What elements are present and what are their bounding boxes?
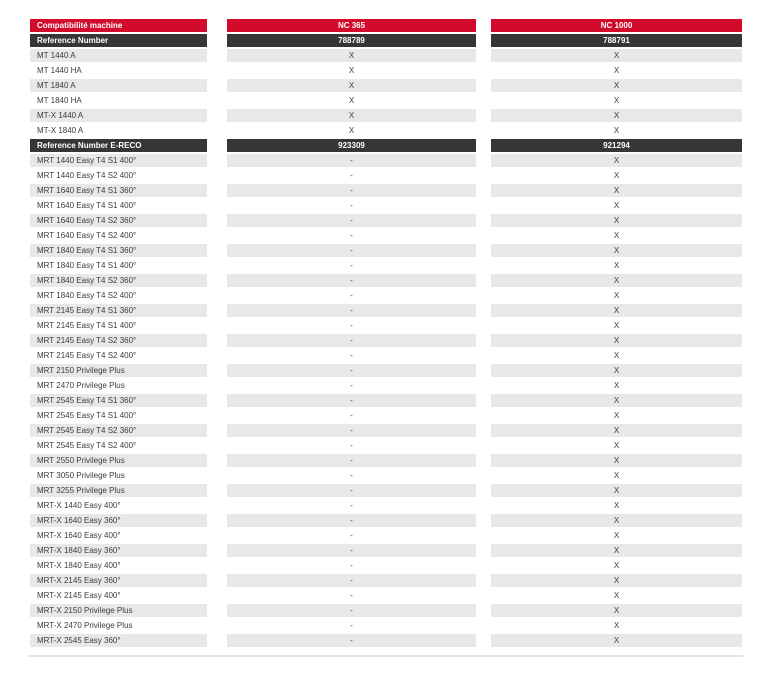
nc1000-value-cell: X	[613, 501, 620, 510]
table-row	[30, 469, 742, 482]
nc1000-value-cell: X	[613, 381, 620, 390]
nc365-value-cell: -	[227, 214, 476, 227]
nc365-value-cell: -	[227, 634, 476, 647]
nc365-value-cell: -	[350, 261, 353, 270]
table-row	[30, 394, 742, 407]
nc365-value-cell: -	[350, 291, 353, 300]
column-header-nc1000: NC 1000	[491, 19, 742, 32]
nc1000-value-cell: X	[613, 231, 620, 240]
table-row	[30, 319, 742, 332]
machine-name-cell: MRT-X 1640 Easy 400°	[37, 531, 121, 540]
machine-name-cell: MRT 2145 Easy T4 S2 400°	[37, 351, 137, 360]
nc365-value-cell: X	[348, 66, 355, 75]
machine-name-cell: MRT 2145 Easy T4 S1 400°	[37, 321, 137, 330]
nc365-value-cell: -	[227, 544, 476, 557]
nc1000-value-cell: X	[491, 154, 742, 167]
nc1000-value-cell: X	[491, 424, 742, 437]
table-row	[30, 229, 742, 242]
footer-divider	[28, 655, 743, 657]
nc365-value-cell: -	[227, 454, 476, 467]
machine-name-cell: MRT 2145 Easy T4 S2 360°	[30, 334, 207, 347]
nc1000-value-cell: X	[491, 109, 742, 122]
machine-name-cell: MRT 2545 Easy T4 S1 400°	[37, 411, 137, 420]
nc365-value-cell: X	[227, 79, 476, 92]
machine-name-cell: MRT 2545 Easy T4 S1 360°	[30, 394, 207, 407]
nc1000-value-cell: X	[613, 441, 620, 450]
machine-name-cell: MRT 1840 Easy T4 S1 400°	[37, 261, 137, 270]
table-header-row	[30, 19, 742, 32]
machine-name-cell: MRT-X 2470 Privilege Plus	[37, 621, 133, 630]
nc1000-value-cell: X	[491, 574, 742, 587]
nc1000-value-cell: X	[613, 291, 620, 300]
nc365-value-cell: -	[350, 471, 353, 480]
machine-name-cell: Reference Number E-RECO	[30, 139, 207, 152]
table-row	[30, 604, 742, 617]
nc1000-value-cell: X	[613, 171, 620, 180]
table-row	[30, 169, 742, 182]
column-header-nc365: NC 365	[227, 19, 476, 32]
table-row	[30, 544, 742, 557]
nc365-value-cell: 923309	[227, 139, 476, 152]
machine-name-cell: MRT 1640 Easy T4 S1 400°	[37, 201, 137, 210]
nc1000-value-cell: X	[491, 244, 742, 257]
nc1000-value-cell: X	[491, 514, 742, 527]
nc1000-value-cell: X	[613, 126, 620, 135]
table-row	[30, 244, 742, 257]
table-row	[30, 589, 742, 602]
machine-name-cell: MRT 3050 Privilege Plus	[37, 471, 125, 480]
nc1000-value-cell: X	[491, 604, 742, 617]
table-row	[30, 289, 742, 302]
nc365-value-cell: -	[227, 184, 476, 197]
nc365-value-cell: -	[350, 591, 353, 600]
machine-name-cell: MT-X 1440 A	[30, 109, 207, 122]
table-row	[30, 559, 742, 572]
table-row	[30, 64, 742, 77]
nc1000-value-cell: X	[613, 66, 620, 75]
machine-name-cell: MT 1440 HA	[37, 66, 82, 75]
table-row	[30, 574, 742, 587]
table-row	[30, 154, 742, 167]
machine-name-cell: MRT 1840 Easy T4 S2 360°	[30, 274, 207, 287]
nc1000-value-cell: X	[491, 454, 742, 467]
table-body	[30, 34, 742, 647]
nc365-value-cell: X	[348, 126, 355, 135]
nc1000-value-cell: X	[613, 261, 620, 270]
column-header-machine: Compatibilité machine	[30, 19, 207, 32]
machine-name-cell: MRT 1640 Easy T4 S2 360°	[30, 214, 207, 227]
nc1000-value-cell: X	[491, 634, 742, 647]
machine-name-cell: MRT 1640 Easy T4 S1 360°	[30, 184, 207, 197]
nc365-value-cell: -	[350, 201, 353, 210]
table-row	[30, 439, 742, 452]
table-row	[30, 529, 742, 542]
nc1000-value-cell: X	[613, 531, 620, 540]
nc365-value-cell: -	[227, 304, 476, 317]
table-row	[30, 409, 742, 422]
nc1000-value-cell: X	[613, 96, 620, 105]
nc1000-value-cell: X	[613, 471, 620, 480]
table-row	[30, 304, 742, 317]
machine-name-cell: MRT-X 2150 Privilege Plus	[30, 604, 207, 617]
nc1000-value-cell: X	[613, 621, 620, 630]
nc365-value-cell: -	[350, 531, 353, 540]
nc365-value-cell: X	[227, 109, 476, 122]
table-row	[30, 499, 742, 512]
machine-name-cell: MT 1440 A	[30, 49, 207, 62]
machine-name-cell: MT-X 1840 A	[37, 126, 84, 135]
machine-name-cell: MRT 2545 Easy T4 S2 360°	[30, 424, 207, 437]
table-row	[30, 49, 742, 62]
nc365-value-cell: -	[227, 424, 476, 437]
machine-name-cell: MRT-X 2145 Easy 360°	[30, 574, 207, 587]
table-row	[30, 484, 742, 497]
nc1000-value-cell: X	[613, 351, 620, 360]
machine-name-cell: MRT-X 2545 Easy 360°	[30, 634, 207, 647]
machine-name-cell: MRT-X 1640 Easy 360°	[30, 514, 207, 527]
nc1000-value-cell: X	[491, 184, 742, 197]
nc1000-value-cell: X	[491, 214, 742, 227]
nc1000-value-cell: X	[491, 484, 742, 497]
nc1000-value-cell: X	[613, 561, 620, 570]
machine-name-cell: MRT-X 1840 Easy 400°	[37, 561, 121, 570]
table-row	[30, 619, 742, 632]
machine-name-cell: MRT 1440 Easy T4 S1 400°	[30, 154, 207, 167]
machine-name-cell: MRT-X 1440 Easy 400°	[37, 501, 121, 510]
table-row	[30, 379, 742, 392]
nc1000-value-cell: X	[491, 364, 742, 377]
nc365-value-cell: -	[350, 321, 353, 330]
section-header-row	[30, 34, 742, 47]
machine-name-cell: MRT 1840 Easy T4 S1 360°	[30, 244, 207, 257]
table-row	[30, 199, 742, 212]
machine-name-cell: MRT 1440 Easy T4 S2 400°	[37, 171, 137, 180]
nc365-value-cell: -	[227, 574, 476, 587]
nc365-value-cell: -	[350, 171, 353, 180]
nc365-value-cell: -	[350, 411, 353, 420]
machine-name-cell: MT 1840 HA	[37, 96, 82, 105]
nc1000-value-cell: X	[491, 334, 742, 347]
machine-name-cell: MRT-X 2145 Easy 400°	[37, 591, 121, 600]
machine-name-cell: MRT 2545 Easy T4 S2 400°	[37, 441, 137, 450]
table-row	[30, 454, 742, 467]
nc365-value-cell: 788789	[227, 34, 476, 47]
nc365-value-cell: -	[227, 274, 476, 287]
table-row	[30, 259, 742, 272]
table-row	[30, 109, 742, 122]
table-row	[30, 364, 742, 377]
nc1000-value-cell: X	[491, 544, 742, 557]
machine-name-cell: MRT 1840 Easy T4 S2 400°	[37, 291, 137, 300]
nc1000-value-cell: 788791	[491, 34, 742, 47]
table-row	[30, 334, 742, 347]
nc365-value-cell: -	[350, 561, 353, 570]
table-row	[30, 274, 742, 287]
table-row	[30, 214, 742, 227]
nc1000-value-cell: 921294	[491, 139, 742, 152]
table-row	[30, 634, 742, 647]
nc365-value-cell: X	[348, 96, 355, 105]
table-row	[30, 124, 742, 137]
machine-name-cell: MRT 2550 Privilege Plus	[30, 454, 207, 467]
machine-name-cell: MRT 2145 Easy T4 S1 360°	[30, 304, 207, 317]
nc365-value-cell: -	[350, 351, 353, 360]
table-row	[30, 349, 742, 362]
machine-name-cell: MRT-X 1840 Easy 360°	[30, 544, 207, 557]
nc365-value-cell: -	[227, 334, 476, 347]
nc365-value-cell: -	[227, 154, 476, 167]
nc365-value-cell: X	[227, 49, 476, 62]
nc365-value-cell: -	[227, 604, 476, 617]
machine-name-cell: MT 1840 A	[30, 79, 207, 92]
nc365-value-cell: -	[350, 381, 353, 390]
nc1000-value-cell: X	[613, 411, 620, 420]
nc1000-value-cell: X	[613, 201, 620, 210]
nc1000-value-cell: X	[491, 394, 742, 407]
table-row	[30, 94, 742, 107]
nc365-value-cell: -	[350, 501, 353, 510]
nc365-value-cell: -	[227, 244, 476, 257]
nc365-value-cell: -	[227, 514, 476, 527]
machine-name-cell: MRT 2150 Privilege Plus	[30, 364, 207, 377]
nc365-value-cell: -	[350, 621, 353, 630]
compatibility-table	[30, 19, 742, 647]
table-row	[30, 184, 742, 197]
nc1000-value-cell: X	[491, 79, 742, 92]
nc1000-value-cell: X	[613, 321, 620, 330]
nc1000-value-cell: X	[491, 274, 742, 287]
table-row	[30, 514, 742, 527]
machine-name-cell: MRT 3255 Privilege Plus	[30, 484, 207, 497]
nc365-value-cell: -	[350, 441, 353, 450]
nc365-value-cell: -	[350, 231, 353, 240]
nc365-value-cell: -	[227, 484, 476, 497]
nc1000-value-cell: X	[613, 591, 620, 600]
nc1000-value-cell: X	[491, 49, 742, 62]
section-header-row	[30, 139, 742, 152]
machine-name-cell: MRT 1640 Easy T4 S2 400°	[37, 231, 137, 240]
nc365-value-cell: -	[227, 364, 476, 377]
nc365-value-cell: -	[227, 394, 476, 407]
table-row	[30, 424, 742, 437]
machine-name-cell: Reference Number	[30, 34, 207, 47]
nc1000-value-cell: X	[491, 304, 742, 317]
machine-name-cell: MRT 2470 Privilege Plus	[37, 381, 125, 390]
table-row	[30, 79, 742, 92]
